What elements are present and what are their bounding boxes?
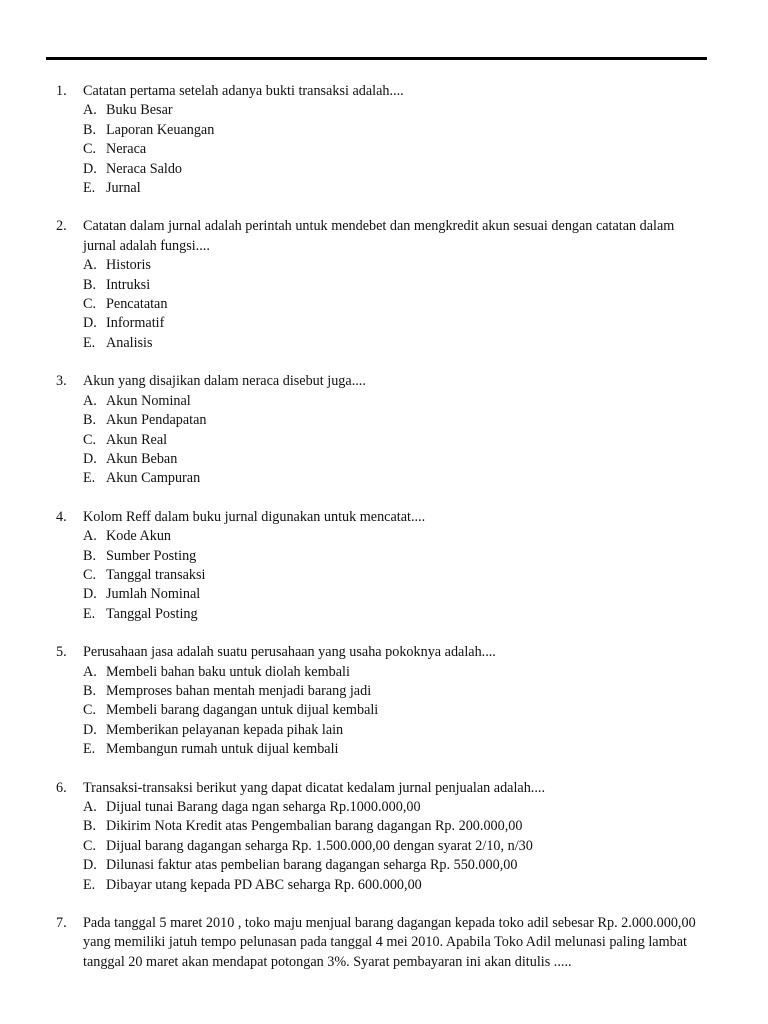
question-4 [0, 508, 768, 624]
option-letter: B. [83, 121, 97, 138]
option-text: Memberikan pelayanan kepada pihak lain [106, 721, 344, 738]
option-letter: B. [83, 412, 97, 429]
option-text: Kode Akun [106, 528, 172, 545]
option-text: Dikirim Nota Kredit atas Pengembalian barang dagangan Rp. 200.000,00 [106, 818, 523, 835]
option-text: Laporan Keuangan [106, 121, 215, 138]
option-c [0, 431, 768, 450]
header-rule [46, 57, 707, 60]
option-text: Neraca [106, 141, 147, 158]
question-number: 2. [56, 218, 67, 235]
option-letter: A. [83, 392, 97, 409]
question-number: 4. [56, 508, 67, 525]
option-b [0, 817, 768, 836]
question-6 [0, 779, 768, 895]
option-letter: D. [83, 721, 97, 738]
option-text: Buku Besar [106, 102, 173, 119]
option-a [0, 663, 768, 682]
question-number: 7. [56, 915, 67, 932]
option-text: Akun Real [106, 431, 168, 448]
question-stem [0, 82, 703, 101]
option-b [0, 547, 768, 566]
question-stem [0, 779, 703, 798]
option-text: Jumlah Nominal [106, 586, 201, 603]
option-e [0, 179, 768, 198]
option-letter: A. [83, 663, 97, 680]
option-c [0, 566, 768, 585]
option-letter: D. [83, 450, 97, 467]
option-text: Memproses bahan mentah menjadi barang jadi [106, 682, 372, 699]
option-text: Pencatatan [106, 296, 168, 313]
option-c [0, 701, 768, 720]
option-text: Membeli bahan baku untuk diolah kembali [106, 663, 350, 680]
question-stem [0, 508, 703, 527]
question-text: Akun yang disajikan dalam neraca disebut juga.... [83, 373, 366, 390]
option-text: Membeli barang dagangan untuk dijual kembali [106, 702, 379, 719]
option-letter: B. [83, 547, 97, 564]
option-text: Dilunasi faktur atas pembelian barang dagangan seharga Rp. 550.000,00 [106, 857, 518, 874]
option-a [0, 798, 768, 817]
option-letter: E. [83, 180, 96, 197]
question-1 [0, 82, 768, 198]
option-letter: B. [83, 818, 97, 835]
option-letter: C. [83, 296, 97, 313]
option-letter: A. [83, 257, 97, 274]
option-e [0, 605, 768, 624]
option-d [0, 856, 768, 875]
option-b [0, 276, 768, 295]
option-text: Historis [106, 257, 151, 274]
question-text: Perusahaan jasa adalah suatu perusahaan yang usaha pokoknya adalah.... [83, 644, 496, 661]
question-stem [0, 217, 703, 256]
option-letter: D. [83, 857, 97, 874]
option-letter: A. [83, 102, 97, 119]
option-letter: E. [83, 876, 96, 893]
option-letter: C. [83, 837, 97, 854]
question-number: 1. [56, 83, 67, 99]
option-text: Dijual barang dagangan seharga Rp. 1.500.000,00 dengan syarat 2/10, n/30 [106, 837, 533, 854]
option-c [0, 837, 768, 856]
option-text: Membangun rumah untuk dijual kembali [106, 741, 339, 758]
question-2 [0, 217, 768, 353]
option-b [0, 682, 768, 701]
option-a [0, 101, 768, 120]
question-number: 5. [56, 644, 67, 661]
question-list [0, 82, 768, 991]
option-text: Akun Pendapatan [106, 412, 207, 429]
option-text: Dibayar utang kepada PD ABC seharga Rp. 600.000,00 [106, 876, 422, 893]
option-letter: D. [83, 586, 97, 603]
option-letter: B. [83, 276, 97, 293]
option-d [0, 721, 768, 740]
option-e [0, 469, 768, 488]
question-text: Pada tanggal 5 maret 2010 , toko maju menjual barang dagangan kepada toko adil sebesar Rp. 2.000.000,00 yang memiliki jatuh tempo pelunasan pada tanggal 4 mei 2010. Apabila Toko Adil melunasi paling lambat tanggal 20 maret akan mendapat potongan 3%. Syarat pembayaran ini akan ditulis ..... [83, 915, 696, 970]
option-a [0, 392, 768, 411]
option-text: Tanggal Posting [106, 605, 198, 622]
option-letter: E. [83, 334, 96, 351]
option-text: Informatif [106, 315, 165, 332]
option-letter: A. [83, 799, 97, 815]
question-stem [0, 372, 703, 391]
option-a [0, 527, 768, 546]
option-text: Akun Beban [106, 450, 178, 467]
option-b [0, 411, 768, 430]
option-text: Dijual tunai Barang daga ngan seharga Rp.1000.000,00 [106, 799, 421, 815]
option-letter: D. [83, 315, 97, 332]
option-text: Jurnal [106, 180, 141, 197]
option-text: Sumber Posting [106, 547, 197, 564]
option-e [0, 740, 768, 759]
question-text: Kolom Reff dalam buku jurnal digunakan untuk mencatat.... [83, 508, 426, 525]
option-a [0, 256, 768, 275]
option-d [0, 160, 768, 179]
question-7 [0, 914, 768, 972]
question-number: 3. [56, 373, 67, 390]
option-letter: C. [83, 702, 97, 719]
option-letter: B. [83, 682, 97, 699]
option-letter: D. [83, 160, 97, 177]
option-c [0, 140, 768, 159]
option-letter: E. [83, 741, 96, 758]
option-text: Akun Campuran [106, 470, 201, 487]
option-text: Neraca Saldo [106, 160, 183, 177]
question-text: Transaksi-transaksi berikut yang dapat dicatat kedalam jurnal penjualan adalah.... [83, 779, 545, 796]
option-letter: A. [83, 528, 97, 545]
option-letter: C. [83, 141, 97, 158]
option-d [0, 314, 768, 333]
option-e [0, 876, 768, 895]
question-stem [0, 914, 703, 972]
option-text: Akun Nominal [106, 392, 191, 409]
option-d [0, 450, 768, 469]
option-letter: C. [83, 566, 97, 583]
option-letter: E. [83, 470, 96, 487]
question-stem [0, 643, 703, 662]
option-text: Tanggal transaksi [106, 566, 206, 583]
question-3 [0, 372, 768, 488]
option-text: Analisis [106, 334, 153, 351]
option-letter: E. [83, 605, 96, 622]
question-number: 6. [56, 779, 67, 796]
option-letter: C. [83, 431, 97, 448]
option-b [0, 121, 768, 140]
option-text: Intruksi [106, 276, 151, 293]
question-5 [0, 643, 768, 759]
option-d [0, 585, 768, 604]
question-text: Catatan dalam jurnal adalah perintah untuk mendebet dan mengkredit akun sesuai dengan catatan dalam jurnal adalah fungsi.... [83, 218, 675, 254]
option-c [0, 295, 768, 314]
option-e [0, 334, 768, 353]
question-text: Catatan pertama setelah adanya bukti transaksi adalah.... [83, 83, 404, 99]
